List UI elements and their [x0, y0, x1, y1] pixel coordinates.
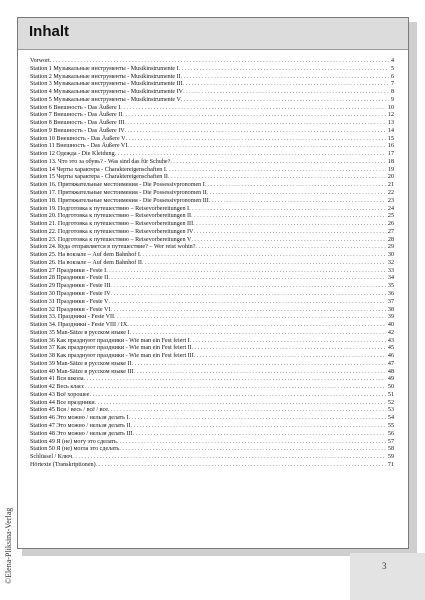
toc-entry-page: 38 — [387, 306, 394, 313]
toc-entry-title: Station 10 Внешность - Das Äußere V — [30, 135, 126, 142]
toc-entry-title: Station 21. Подготовка к путешествию – Reisevorbereitungen III — [30, 221, 194, 228]
toc-dot-leader — [133, 431, 386, 439]
toc-dot-leader — [110, 307, 385, 315]
toc-entry[interactable] — [30, 206, 394, 214]
toc-dot-leader — [181, 74, 389, 82]
toc-entry-page: 7 — [390, 81, 394, 88]
toc-entry-title: Station 49 Я (не) могу это сделать — [30, 438, 117, 445]
toc-entry-page: 14 — [387, 127, 394, 134]
toc-entry-title: Station 39 Man-Sätze в русском языке II — [30, 360, 132, 367]
toc-entry-page: 43 — [387, 337, 394, 344]
toc-dot-leader — [120, 105, 386, 113]
toc-entry-page: 47 — [387, 360, 394, 367]
toc-entry[interactable] — [30, 415, 394, 423]
toc-entry-page: 51 — [387, 391, 394, 398]
toc-entry-page: 17 — [387, 151, 394, 158]
toc-entry-page: 42 — [387, 329, 394, 336]
toc-entry-page: 4 — [390, 58, 394, 64]
toc-dot-leader — [96, 462, 386, 470]
toc-entry-title: Station 27 Праздники - Feste I — [30, 267, 107, 274]
toc-entry-page: 29 — [387, 244, 394, 251]
page-corner-block — [350, 553, 425, 600]
toc-entry-title: Station 41 Вся школа — [30, 376, 84, 383]
toc-entry-title: Station 37 Как празднуют праздники - Wie man ein Fest feiert II — [30, 345, 192, 352]
toc-entry[interactable] — [30, 353, 394, 361]
toc-entry-title: Station 44 Все праздники — [30, 399, 95, 406]
toc-dot-leader — [72, 454, 386, 462]
page-title: Inhalt — [29, 23, 69, 40]
toc-entry-page: 19 — [387, 166, 394, 173]
table-of-contents — [30, 58, 394, 470]
toc-entry-title: Station 14 Черты характера - Charaktereigenschaften I — [30, 166, 166, 173]
toc-entry-page: 30 — [387, 252, 394, 259]
toc-dot-leader — [209, 198, 386, 206]
toc-dot-leader — [191, 237, 386, 245]
toc-dot-leader — [168, 174, 386, 182]
toc-entry-title: Station 22. Подготовка к путешествию – Reisevorbereitungen IV — [30, 228, 194, 235]
toc-entry-title: Station 4 Музыкальные инструменты - Musikinstrumente IV — [30, 89, 184, 96]
toc-entry[interactable] — [30, 283, 394, 291]
toc-entry-page: 6 — [390, 73, 394, 80]
toc-dot-leader — [181, 97, 389, 105]
toc-entry-title: Station 45 Вся / весь / всё / все — [30, 407, 108, 414]
toc-entry[interactable] — [30, 392, 394, 400]
toc-entry[interactable] — [30, 369, 394, 377]
toc-dot-leader — [205, 182, 386, 190]
toc-entry[interactable] — [30, 407, 394, 415]
toc-entry[interactable] — [30, 462, 394, 470]
toc-dot-leader — [140, 252, 386, 260]
toc-entry-page: 33 — [387, 267, 394, 274]
contents-panel — [17, 17, 409, 549]
toc-dot-leader — [193, 221, 386, 229]
toc-entry[interactable] — [30, 314, 394, 322]
toc-entry[interactable] — [30, 221, 394, 229]
toc-dot-leader — [195, 244, 386, 252]
toc-dot-leader — [126, 136, 386, 144]
toc-entry-title: Station 36 Как празднуют праздники - Wie man ein Fest feiert I — [30, 337, 190, 344]
toc-dot-leader — [115, 151, 386, 159]
toc-entry-page: 53 — [387, 407, 394, 414]
toc-entry-title: Station 40 Man-Sätze в русском языке III — [30, 368, 134, 375]
toc-entry-page: 58 — [387, 446, 394, 453]
toc-dot-leader — [119, 446, 386, 454]
toc-entry-page: 49 — [387, 376, 394, 383]
toc-entry[interactable] — [30, 299, 394, 307]
toc-entry-title: Station 9 Внешность - Das Äußere IV — [30, 127, 125, 134]
toc-entry-title: Station 18. Притяжательные местоимения - Die Possessivpronomen III — [30, 197, 209, 204]
toc-entry-title: Station 8 Внешность - Das Äußere III — [30, 120, 125, 127]
toc-dot-leader — [134, 369, 386, 377]
toc-entry[interactable] — [30, 128, 394, 136]
toc-entry[interactable] — [30, 345, 394, 353]
toc-entry[interactable] — [30, 190, 394, 198]
toc-entry[interactable] — [30, 74, 394, 82]
toc-dot-leader — [108, 299, 385, 307]
toc-entry-page: 52 — [387, 399, 394, 406]
toc-entry[interactable] — [30, 361, 394, 369]
toc-dot-leader — [89, 392, 385, 400]
toc-entry-page: 36 — [387, 290, 394, 297]
toc-entry-page: 12 — [387, 112, 394, 119]
toc-entry-title: Station 2 Музыкальные инструменты - Musikinstrumente II — [30, 73, 181, 80]
toc-entry[interactable] — [30, 112, 394, 120]
toc-entry-title: Station 43 Всё хорошее — [30, 391, 90, 398]
toc-entry[interactable] — [30, 322, 394, 330]
toc-dot-leader — [95, 400, 386, 408]
toc-entry-title: Station 7 Внешность - Das Äußere II — [30, 112, 123, 119]
toc-entry-page: 21 — [387, 182, 394, 189]
toc-dot-leader — [142, 260, 386, 268]
toc-entry[interactable] — [30, 384, 394, 392]
toc-entry-title: Station 50 Я (не) могла это сделать — [30, 446, 120, 453]
toc-entry[interactable] — [30, 431, 394, 439]
toc-entry-page: 32 — [387, 259, 394, 266]
toc-dot-leader — [170, 159, 386, 167]
toc-entry-page: 71 — [387, 461, 394, 468]
toc-entry[interactable] — [30, 252, 394, 260]
toc-entry-title: Station 48 Это можно / нельзя делать III — [30, 430, 133, 437]
toc-dot-leader — [190, 338, 386, 346]
toc-dot-leader — [194, 353, 386, 361]
toc-entry-page: 45 — [387, 345, 394, 352]
toc-dot-leader — [129, 415, 386, 423]
toc-entry-title: Station 17. Притяжательные местоимения - Die Possessivpronomen II — [30, 190, 207, 197]
toc-dot-leader — [106, 268, 386, 276]
toc-entry[interactable] — [30, 66, 394, 74]
toc-dot-leader — [179, 66, 389, 74]
page-number: 3 — [382, 561, 387, 571]
toc-entry[interactable] — [30, 291, 394, 299]
toc-entry-page: 50 — [387, 384, 394, 391]
toc-dot-leader — [84, 376, 386, 384]
toc-dot-leader — [111, 291, 386, 299]
toc-entry[interactable] — [30, 400, 394, 408]
toc-dot-leader — [131, 423, 386, 431]
toc-dot-leader — [191, 213, 386, 221]
toc-entry-page: 28 — [387, 236, 394, 243]
toc-entry-title: Station 13. Что это за обувь? - Was sind das für Schuhe? — [30, 158, 171, 165]
toc-dot-leader — [189, 206, 386, 214]
toc-entry[interactable] — [30, 244, 394, 252]
toc-entry[interactable] — [30, 159, 394, 167]
toc-entry-title: Station 16. Притяжательные местоимения - Die Possessivpronomen I — [30, 182, 205, 189]
toc-entry-page: 23 — [387, 197, 394, 204]
toc-entry-title: Station 24. Куда отправляется в путешествие? – Wer reist wohin? — [30, 244, 196, 251]
toc-entry-title: Station 3 Музыкальные инструменты - Musikinstrumente III — [30, 81, 183, 88]
toc-entry-title: Station 47 Это можно / нельзя делать II — [30, 422, 131, 429]
toc-dot-leader — [129, 330, 385, 338]
toc-entry-title: Station 42 Весь класс — [30, 384, 85, 391]
toc-entry-page: 34 — [387, 275, 394, 282]
publisher-vertical-text: ©Elena-Pliksina-Verlag — [4, 507, 13, 584]
toc-entry-title: Station 1 Музыкальные инструменты - Musikinstrumente I — [30, 65, 179, 72]
toc-entry-title: Station 33. Праздники - Feste VII — [30, 314, 115, 321]
toc-entry-title: Station 26. На вокзале – Auf dem Bahnhof II — [30, 259, 142, 266]
toc-entry[interactable] — [30, 446, 394, 454]
toc-dot-leader — [132, 361, 386, 369]
toc-entry-page: 15 — [387, 135, 394, 142]
toc-entry[interactable] — [30, 213, 394, 221]
toc-entry[interactable] — [30, 174, 394, 182]
toc-entry-page: 35 — [387, 283, 394, 290]
toc-dot-leader — [108, 407, 386, 415]
toc-entry-title: Station 35 Man-Sätze в русском языке I — [30, 329, 130, 336]
toc-entry-title: Station 29 Праздники - Feste III — [30, 283, 111, 290]
toc-entry[interactable] — [30, 268, 394, 276]
toc-entry-title: Station 34. Праздники - Feste VIII / IX — [30, 322, 128, 329]
toc-entry-page: 5 — [390, 65, 394, 72]
toc-dot-leader — [125, 128, 386, 136]
toc-entry-page: 37 — [387, 298, 394, 305]
toc-entry-page: 9 — [390, 96, 394, 103]
contents-header — [18, 18, 408, 50]
toc-entry-title: Station 25. На вокзале – Auf dem Bahnhof I — [30, 252, 140, 259]
toc-entry-title: Station 6 Внешность - Das Äußere I — [30, 104, 121, 111]
toc-entry[interactable] — [30, 423, 394, 431]
toc-entry-page: 20 — [387, 174, 394, 181]
toc-entry-page: 13 — [387, 120, 394, 127]
toc-dot-leader — [166, 167, 386, 175]
toc-entry[interactable] — [30, 307, 394, 315]
toc-entry-title: Station 32 Праздники - Feste VI — [30, 306, 111, 313]
toc-dot-leader — [50, 58, 389, 66]
toc-entry-title: Station 30 Праздники - Feste IV — [30, 290, 111, 297]
toc-entry[interactable] — [30, 58, 394, 66]
toc-dot-leader — [114, 314, 386, 322]
toc-dot-leader — [108, 275, 386, 283]
toc-entry-page: 46 — [387, 353, 394, 360]
toc-entry-page: 55 — [387, 422, 394, 429]
toc-dot-leader — [110, 283, 386, 291]
toc-entry-title: Hörtexte (Transkriptionen) — [30, 461, 96, 468]
toc-entry[interactable] — [30, 454, 394, 462]
toc-entry[interactable] — [30, 376, 394, 384]
toc-dot-leader — [207, 190, 386, 198]
toc-dot-leader — [122, 112, 386, 120]
toc-dot-leader — [84, 384, 385, 392]
toc-entry[interactable] — [30, 120, 394, 128]
toc-entry-page: 57 — [387, 438, 394, 445]
toc-entry[interactable] — [30, 198, 394, 206]
toc-entry-title: Station 20. Подготовка к путешествию – Reisevorbereitungen II — [30, 213, 192, 220]
toc-entry[interactable] — [30, 97, 394, 105]
toc-entry-page: 22 — [387, 190, 394, 197]
toc-entry[interactable] — [30, 182, 394, 190]
toc-entry-page: 48 — [387, 368, 394, 375]
toc-entry-title: Station 15 Черты характера - Charaktereigenschaften II — [30, 174, 168, 181]
toc-entry-title: Station 28 Праздники - Feste II — [30, 275, 109, 282]
toc-dot-leader — [192, 345, 386, 353]
toc-entry[interactable] — [30, 229, 394, 237]
toc-entry-title: Station 11 Внешность - Das Äußere VI — [30, 143, 128, 150]
toc-entry-page: 25 — [387, 213, 394, 220]
toc-entry-title: Station 12 Одежда - Die Kleidung — [30, 151, 115, 158]
toc-dot-leader — [127, 143, 386, 151]
toc-entry-title: Station 38 Как празднуют праздники - Wie man ein Fest feiert III — [30, 353, 194, 360]
toc-entry-page: 40 — [387, 322, 394, 329]
toc-entry-page: 8 — [390, 89, 394, 96]
publisher-sidebar — [4, 420, 16, 600]
toc-entry[interactable] — [30, 275, 394, 283]
toc-entry-page: 18 — [387, 158, 394, 165]
toc-entry-page: 59 — [387, 454, 394, 461]
toc-dot-leader — [183, 89, 389, 97]
toc-entry-page: 56 — [387, 430, 394, 437]
toc-entry[interactable] — [30, 89, 394, 97]
toc-entry-title: Station 5 Музыкальные инструменты - Musikinstrumente V — [30, 96, 181, 103]
toc-entry[interactable] — [30, 151, 394, 159]
toc-entry-page: 54 — [387, 415, 394, 422]
toc-entry[interactable] — [30, 237, 394, 245]
toc-entry-page: 16 — [387, 143, 394, 150]
toc-entry-page: 10 — [387, 104, 394, 111]
toc-dot-leader — [117, 439, 386, 447]
toc-entry-page: 26 — [387, 221, 394, 228]
toc-entry[interactable] — [30, 81, 394, 89]
toc-entry-title: Vorwort — [30, 58, 50, 64]
toc-dot-leader — [193, 229, 385, 237]
toc-entry-title: Schlüssel / Ключ — [30, 454, 73, 461]
toc-dot-leader — [127, 322, 386, 330]
toc-dot-leader — [124, 120, 386, 128]
toc-entry-title: Station 46 Это можно / нельзя делать I — [30, 415, 129, 422]
toc-entry-page: 39 — [387, 314, 394, 321]
toc-entry-page: 24 — [387, 205, 394, 212]
toc-dot-leader — [183, 81, 389, 89]
toc-entry-title: Station 23. Подготовка к путешествию – Reisevorbereitungen V — [30, 236, 192, 243]
toc-entry-title: Station 19. Подготовка к путешествию – Reisevorbereitungen I — [30, 205, 190, 212]
toc-entry[interactable] — [30, 330, 394, 338]
toc-entry[interactable] — [30, 260, 394, 268]
toc-entry-page: 27 — [387, 228, 394, 235]
toc-entry[interactable] — [30, 143, 394, 151]
toc-entry-title: Station 31 Праздники - Feste V — [30, 298, 109, 305]
